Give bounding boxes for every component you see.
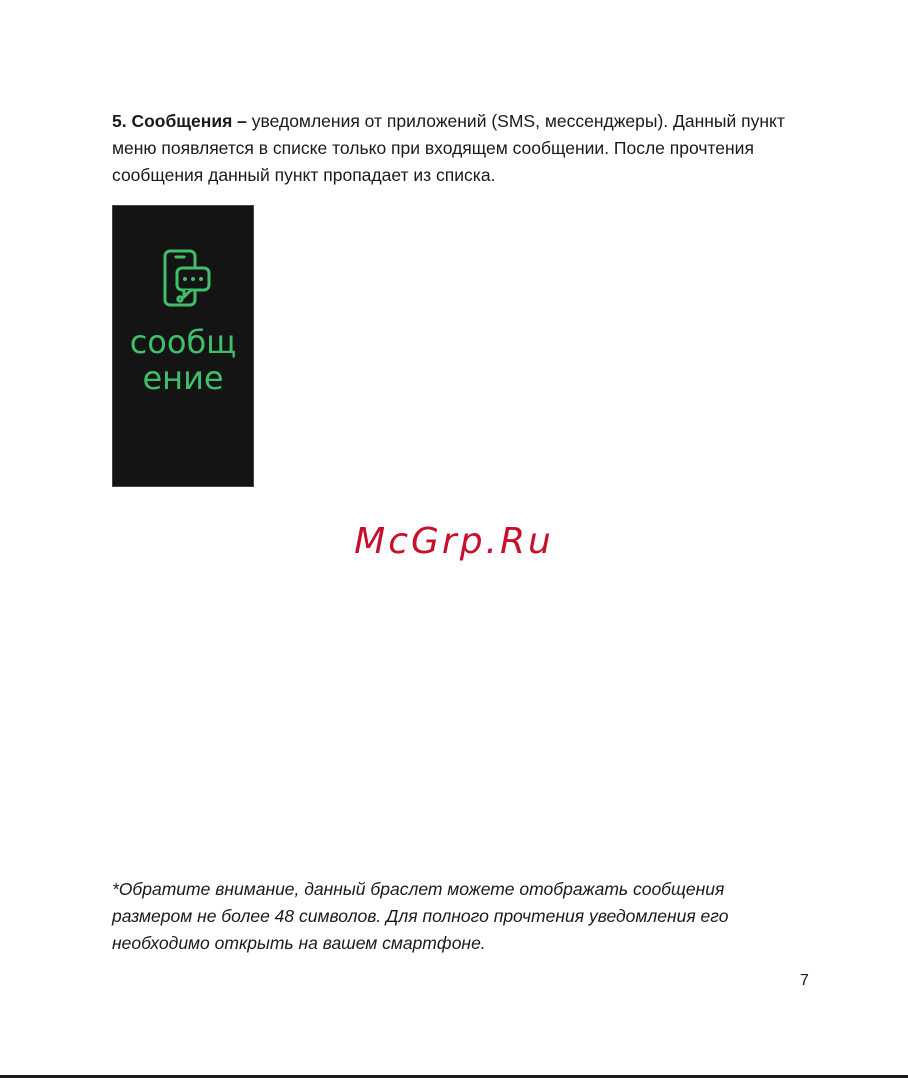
intro-text: уведомления от приложений (SMS, мессенджеры). Данный пункт меню появляется в списке только при входящем сообщении. После прочтения сообщения данный пункт пропадает из списка. xyxy=(112,111,785,185)
section-heading: 5. Сообщения – xyxy=(112,111,247,131)
page-number: 7 xyxy=(800,972,809,989)
menu-item-label-line1: сообщ xyxy=(129,323,237,361)
phone-chat-icon xyxy=(162,248,212,310)
watermark: McGrp.Ru xyxy=(354,521,554,562)
intro-paragraph xyxy=(112,108,792,189)
menu-item-label-line2: ение xyxy=(142,359,224,397)
device-screen-image xyxy=(112,205,254,487)
menu-item-label xyxy=(113,324,253,396)
footnote: *Обратите внимание, данный браслет можете отображать сообщения размером не более 48 символов. Для полного прочтения уведомления его необходимо открыть на вашем смартфоне. xyxy=(112,879,729,953)
